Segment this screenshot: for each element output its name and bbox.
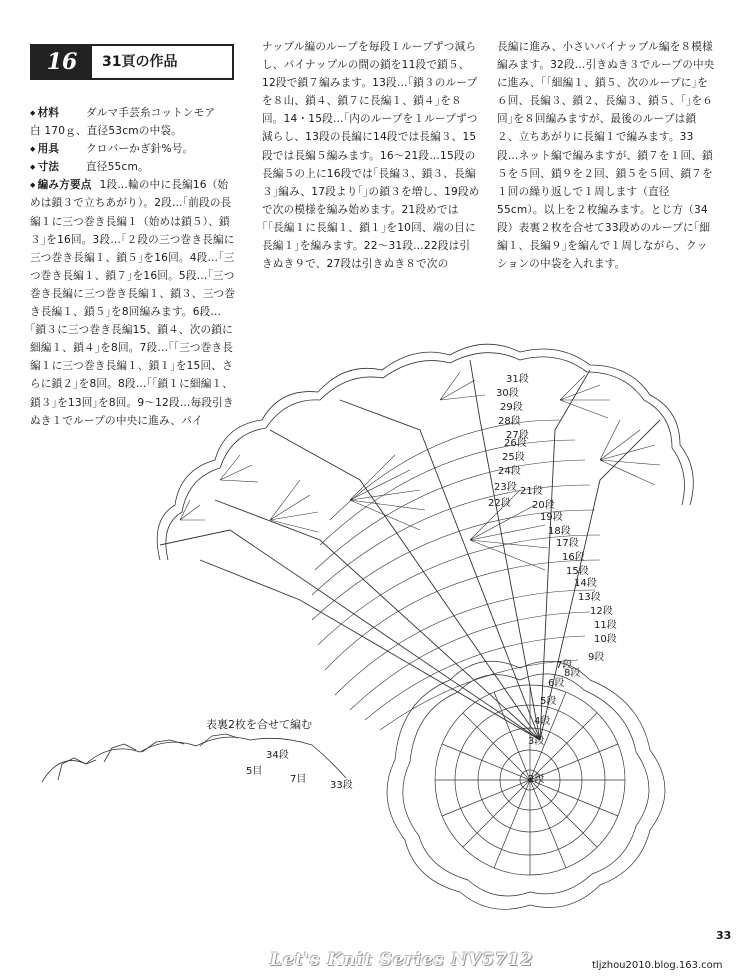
seam-row-33: 33段 [330,780,353,791]
row-label-4: 4段 [534,716,551,727]
row-label-31: 31段 [506,374,529,385]
points-text-1: 1段…輪の中に長編16（始めは鎖３で立ちあがり）。2段…｢前段の長編１に三つ巻き長編１（始めは鎖５）、鎖３｣を16回。3段…｢２段の三つ巻き長編に三つ巻き長編１、鎖５｣を16回。4段…｢三つ巻き長編１、鎖７｣を16回。5段…｢三つ巻き長編に三つ巻き長編１、鎖３、三つ巻き長編１、鎖５｣を8回編みます。6段…｢鎖３に三つ巻き長編15、鎖４、次の鎖に細編１、鎖４｣を8回。7段…｢｢三つ巻き長編１に三つ巻き長編１、鎖１｣を15回、さらに鎖２｣を8回。8段…｢｢鎖１に細編１、鎖３｣を13回｣を8回。9～12段…毎段引きぬき１でループの中央に進み、パイ [30,179,236,427]
row-label-11: 11段 [594,620,617,631]
blog-credit: tljzhou2010.blog.163.com [592,960,723,971]
pineapple-fans [180,372,660,570]
row-label-29: 29段 [500,402,523,413]
series-watermark: Let's Knit Series NV5712 [270,950,534,970]
instructions-column-3: 長編に進み、小さいパイナップル編を８模様編みます。32段…引きぬき３でループの中央に進み、｢｢細編１、鎖５、次のループに｣を６回、長編３、鎖２、長編３、鎖５、｢｣を６回｣を８回編みますが、最後のループは鎖２、立ちあがりに長編１で編みます。33段…ネット編で編みますが、鎖７を１回、鎖５を５回、鎖９を２回、鎖５を５回、鎖７を１回の繰り返しで１周します（直径55cm）。以上を２枚編みます。とじ方（34段）表裏２枚を合せて33段めのループに｢細編１、長編９｣を編んで１周しながら、クッションの中袋を入れます。 [497,41,715,271]
row-label-20: 20段 [532,500,555,511]
chart-spokes [160,360,660,740]
row-label-10: 10段 [594,634,617,645]
materials-text: ダルマ手芸糸コットンモア 白 170ｇ、直径53cmの中袋。 [30,107,227,138]
row-label-22: 22段 [488,498,511,509]
row-label-21: 21段 [520,486,543,497]
row-label-19: 19段 [540,512,563,523]
seam-row-34: 34段 [266,750,289,761]
row-label-17: 17段 [556,538,579,549]
seam-5-stitches: 5目 [246,766,263,777]
row-label-13: 13段 [578,592,601,603]
seam-7-stitches: 7目 [290,774,307,785]
row-label-14: 14段 [574,578,597,589]
outer-edge-scallops [157,344,693,560]
row-label-16: 16段 [562,552,585,563]
row-label-6: 6段 [548,678,565,689]
tools-text: クロバーかぎ針%号。 [86,143,194,156]
pattern-number: 16 [32,46,92,78]
row-label-12: 12段 [590,606,613,617]
materials-label: ◆ 材料 [30,104,86,122]
row-label-3: 3段 [528,736,545,747]
row-label-27: 27段 [506,430,529,441]
tools-label: ◆ 用具 [30,140,86,158]
row-label-28: 28段 [498,416,521,427]
pattern-title: 31頁の作品 [102,54,178,70]
row-label-8: 8段 [564,668,581,679]
points-label: ◆ 編み方要点 [30,176,92,194]
row-label-2: 2段 [528,774,545,785]
row-label-25: 25段 [502,452,525,463]
row-label-9: 9段 [588,652,605,663]
row-label-23: 23段 [494,482,517,493]
page-number: 33 [716,929,732,942]
row-label-26: 26段 [504,438,527,449]
row-label-30: 30段 [496,388,519,399]
seam-label: 表裏2枚を合せて編む [206,718,312,731]
size-text: 直径55cm。 [86,161,149,174]
instructions-column-2: ナップル編のループを毎段１ループずつ減らし、パイナップルの間の鎖を11段で鎖５、12段で鎖７編みます。13段…｢鎖３のループを８山、鎖４、鎖７に長編１、鎖４｣を８回。14・15段…｢内のループを１ループずつ減らし、13段の長編に14段では長編３、15段では長編５編みます。16～21段…15段の長編５の上に16段では｢長編３、鎖３、長編３｣編み、17段より｢｣の鎖３を増し、19段めで次の模様を編み始めます。21段めでは｢｢長編１に長編１、鎖１｣を10回、端の目に長編１｣を編みます。22～31段…22段は引きぬき９で、27段は引きぬき８で次の [262,41,480,271]
row-label-5: 5段 [540,696,557,707]
row-label-15: 15段 [566,566,589,577]
row-label-24: 24段 [498,466,521,477]
size-label: ◆ 寸法 [30,158,86,176]
row-label-18: 18段 [548,526,571,537]
center-motif [387,661,665,909]
row-label-7: 7段 [556,660,573,671]
